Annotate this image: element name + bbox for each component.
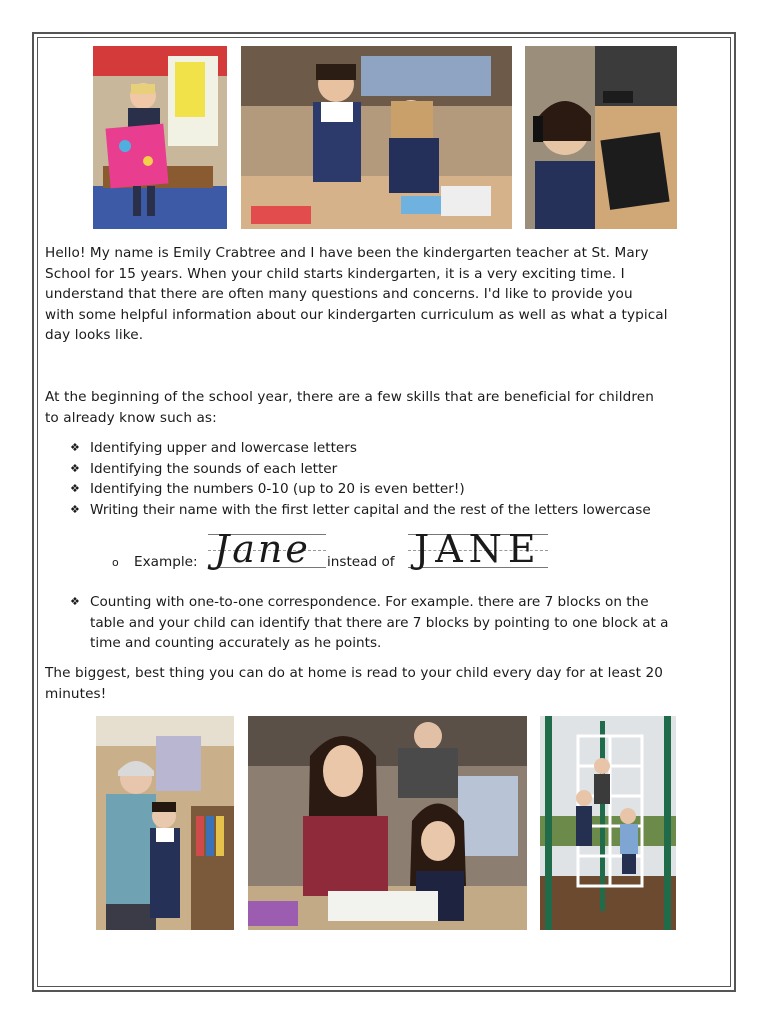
intro-line: day looks like. <box>45 327 144 343</box>
counting-list <box>70 592 730 654</box>
list-item: ❖ Identifying the numbers 0-10 (up to 20 is even better!) <box>70 479 730 500</box>
closing-line: The biggest, best thing you can do at home is read to your child every day for at least 20 <box>45 665 663 681</box>
skills-lead <box>45 387 730 428</box>
diamond-bullet-icon: ❖ <box>70 595 80 608</box>
intro-paragraph <box>45 243 730 346</box>
photo-girls-at-table <box>241 46 512 229</box>
photo-teacher-reading-with-girl <box>248 716 527 930</box>
photo-child-at-computer <box>525 46 677 229</box>
list-item: ❖ Counting with one-to-one correspondence. For example. there are 7 blocks on the table and your child can identify that there are 7 blocks by pointing to one block at a time and counting accurately as he points. <box>70 594 669 651</box>
diamond-bullet-icon: ❖ <box>70 441 80 454</box>
skills-list <box>70 438 730 520</box>
skills-lead-line: to already know such as: <box>45 409 217 426</box>
photo-child-with-poster <box>93 46 227 229</box>
sub-bullet-icon: o <box>112 556 119 569</box>
photo-children-on-playground <box>540 716 676 930</box>
intro-line: understand that there are often many questions and concerns. I'd like to provide you <box>45 286 633 302</box>
handwriting-incorrect-name: JANE <box>408 532 548 570</box>
intro-line: Hello! My name is Emily Crabtree and I have been the kindergarten teacher at St. Mary <box>45 245 649 261</box>
handwriting-correct-name: Jane <box>208 532 326 570</box>
example-label: Example: <box>134 554 198 570</box>
closing-paragraph <box>45 663 730 704</box>
skills-lead-line: At the beginning of the school year, there are a few skills that are beneficial for children <box>45 389 654 405</box>
name-writing-example <box>112 527 572 574</box>
intro-line: with some helpful information about our kindergarten curriculum as well as what a typical <box>45 306 668 323</box>
diamond-bullet-icon: ❖ <box>70 502 80 516</box>
diamond-bullet-icon: ❖ <box>70 482 80 495</box>
list-item: ❖ Writing their name with the first letter capital and the rest of the letters lowercase <box>70 500 730 521</box>
diamond-bullet-icon: ❖ <box>70 461 80 475</box>
intro-line: School for 15 years. When your child starts kindergarten, it is a very exciting time. I <box>45 265 625 282</box>
list-item: ❖ Identifying upper and lowercase letters <box>70 438 730 459</box>
closing-line: minutes! <box>45 685 107 702</box>
list-item: ❖ Identifying the sounds of each letter <box>70 459 730 480</box>
instead-of-text: instead of <box>327 554 395 570</box>
photo-grandmother-and-girl-library <box>96 716 234 930</box>
